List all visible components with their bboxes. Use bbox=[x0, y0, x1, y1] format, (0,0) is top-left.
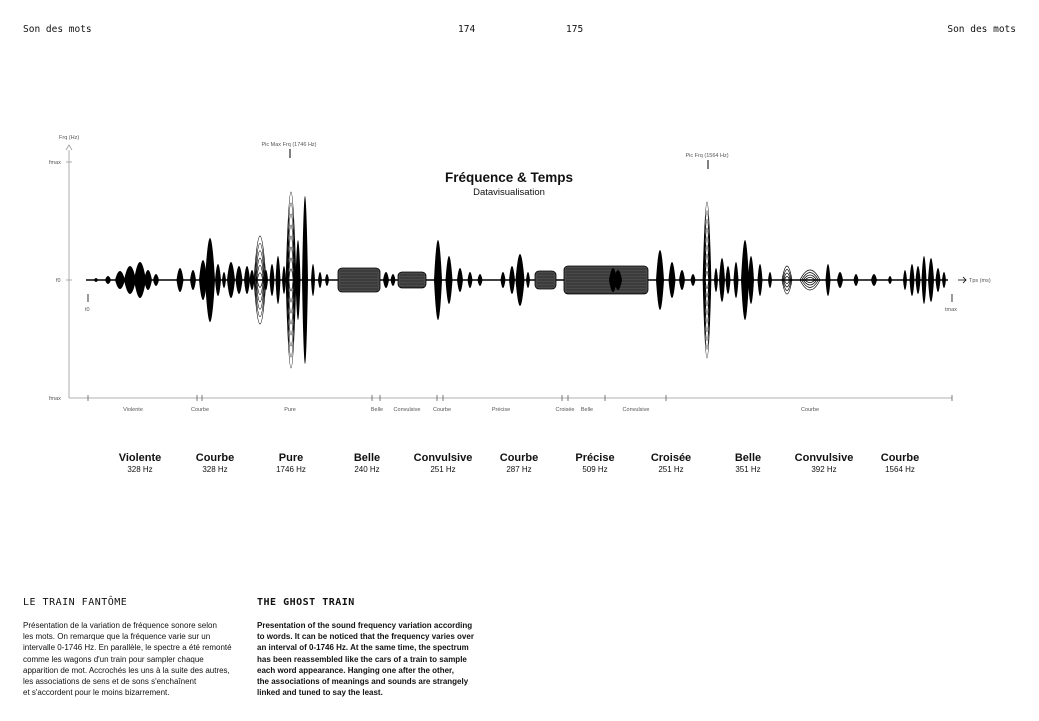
word-frequency: 509 Hz bbox=[582, 465, 608, 474]
timeline-label: Belle bbox=[370, 407, 384, 413]
waveform-peak bbox=[734, 262, 739, 298]
waveform-peak bbox=[726, 266, 731, 294]
word-name: Belle bbox=[734, 452, 762, 464]
waveform-peak bbox=[276, 256, 281, 304]
waveform-peak bbox=[837, 272, 843, 288]
french-line: et s'accordent pour le moins bizarrement. bbox=[23, 688, 170, 698]
timeline-label: Croisée bbox=[555, 407, 575, 413]
word-label bbox=[354, 452, 380, 474]
french-title: LE TRAIN FANTÔME bbox=[23, 597, 128, 608]
y-tick-label-bottom: fmax bbox=[49, 396, 61, 402]
french-line: intervalle 0-1746 Hz. En parallèle, le spectre a été remonté bbox=[23, 643, 232, 653]
y-tick-label-middle: f0 bbox=[56, 278, 61, 284]
waveform-peak bbox=[669, 262, 676, 298]
word-frequency: 240 Hz bbox=[354, 465, 380, 474]
word-name: Croisée bbox=[650, 452, 692, 464]
english-line: has been reassembled like the cars of a train to sample bbox=[257, 654, 467, 664]
french-line: comme les wagons d'un train pour sampler chaque bbox=[23, 654, 204, 664]
word-frequency: 328 Hz bbox=[127, 465, 153, 474]
waveform-peak bbox=[501, 272, 506, 288]
chart-title: Fréquence & Temps bbox=[444, 170, 574, 185]
waveform-peak bbox=[468, 272, 473, 288]
waveform-peak bbox=[768, 272, 772, 288]
waveform-peak bbox=[922, 256, 927, 304]
waveform-peak bbox=[205, 238, 215, 322]
english-line: each word appearance. Hanging one after the other, bbox=[257, 665, 454, 675]
word-name: Convulsive bbox=[413, 452, 473, 464]
y-tick-label-top: fmax bbox=[49, 160, 61, 166]
word-frequency: 287 Hz bbox=[506, 465, 532, 474]
waveform-peak bbox=[177, 268, 184, 292]
waveform-peak bbox=[916, 266, 921, 294]
waveform-peak bbox=[691, 274, 696, 286]
waveform-peak bbox=[190, 270, 196, 290]
word-label bbox=[500, 452, 539, 474]
english-title: THE GHOST TRAIN bbox=[257, 597, 355, 608]
waveform-peak bbox=[936, 268, 941, 292]
waveform-peak bbox=[215, 264, 221, 296]
word-frequency-list bbox=[0, 452, 1039, 492]
english-line: an interval of 0-1746 Hz. At the same time, the spectrum bbox=[257, 643, 469, 653]
waveform-peak bbox=[903, 270, 907, 290]
page-number-right: 175 bbox=[566, 24, 584, 35]
english-line: to words. It can be noticed that the frequency varies over bbox=[257, 632, 474, 642]
waveform-peak bbox=[446, 256, 453, 304]
english-line: Presentation of the sound frequency variation according bbox=[257, 621, 473, 630]
waveform-peak bbox=[115, 271, 125, 289]
waveform-peak bbox=[457, 268, 463, 292]
word-label bbox=[414, 452, 473, 474]
french-line: apparition de mot. Accrochés les uns à la suite des autres, bbox=[23, 665, 230, 675]
timeline-label: Belle bbox=[580, 407, 594, 413]
word-name: Courbe bbox=[195, 452, 235, 464]
header-left: Son des mots bbox=[23, 24, 92, 35]
timeline-label: Pure bbox=[284, 407, 296, 413]
english-line: the associations of meanings and sounds are strangely bbox=[257, 677, 469, 687]
word-label bbox=[119, 452, 162, 474]
waveform-peak bbox=[758, 264, 763, 296]
waveform-peak bbox=[928, 258, 934, 302]
word-name: Précise bbox=[575, 452, 615, 464]
annotation-peak-max: Pic Max Frq (1746 Hz) bbox=[261, 142, 317, 148]
waveform-peak bbox=[296, 240, 301, 320]
x-tick-label-end: tmax bbox=[945, 307, 957, 313]
waveform-peak bbox=[871, 274, 877, 286]
annotation-peak-courbe: Pic Frq (1564 Hz) bbox=[685, 153, 729, 159]
x-axis-label: Tps (ms) bbox=[969, 278, 991, 284]
waveform-peak bbox=[282, 266, 286, 294]
waveform-peak bbox=[383, 272, 389, 288]
waveform-peak bbox=[714, 268, 718, 292]
french-line: les associations de sens et de sons s'enchaînent bbox=[23, 677, 197, 687]
french-line: Présentation de la variation de fréquence sonore selon bbox=[23, 621, 217, 630]
waveform-peak bbox=[516, 254, 525, 306]
waveform-peak bbox=[748, 256, 754, 304]
waveform-peak bbox=[509, 266, 515, 294]
waveform-peak bbox=[526, 272, 530, 288]
header-right: Son des mots bbox=[947, 24, 1016, 35]
waveform-peak bbox=[854, 274, 859, 286]
page-number-left: 174 bbox=[458, 24, 476, 35]
word-frequency: 251 Hz bbox=[430, 465, 456, 474]
word-frequency: 351 Hz bbox=[735, 465, 761, 474]
word-label bbox=[651, 452, 691, 474]
word-label bbox=[881, 452, 920, 474]
word-name: Belle bbox=[353, 452, 381, 464]
english-body bbox=[257, 620, 492, 698]
word-frequency: 1564 Hz bbox=[885, 465, 915, 474]
word-name: Courbe bbox=[880, 452, 920, 464]
y-axis-label: Frq (Hz) bbox=[59, 135, 80, 141]
word-frequency: 251 Hz bbox=[658, 465, 684, 474]
waveform-peak bbox=[311, 264, 315, 296]
word-label bbox=[735, 452, 761, 474]
word-label bbox=[795, 452, 854, 474]
y-axis-arrow-icon bbox=[66, 145, 72, 150]
waveform-peak bbox=[302, 196, 308, 364]
waveform-peak bbox=[679, 270, 685, 290]
waveform-block bbox=[398, 272, 426, 288]
waveform-peak bbox=[741, 240, 749, 320]
waveform-peak bbox=[656, 250, 664, 310]
waveform-peak bbox=[270, 264, 275, 296]
timeline-label: Courbe bbox=[190, 407, 210, 413]
waveform-peak bbox=[478, 274, 483, 286]
french-line: les mots. On remarque que la fréquence varie sur un bbox=[23, 632, 211, 642]
waveform-peak bbox=[227, 262, 235, 298]
waveform-peak bbox=[888, 276, 892, 284]
waveform-peak bbox=[391, 274, 396, 286]
waveform-peak bbox=[434, 240, 442, 320]
x-tick-label-start: t0 bbox=[85, 307, 90, 313]
timeline-label: Convulsive bbox=[393, 407, 421, 413]
waveform-peak bbox=[222, 272, 226, 288]
chart-subtitle: Datavisualisation bbox=[473, 187, 545, 198]
timeline-label: Précise bbox=[491, 407, 511, 413]
timeline-label: Convulsive bbox=[622, 407, 650, 413]
waveform-peak bbox=[826, 264, 831, 296]
waveform-peak bbox=[942, 272, 946, 288]
word-name: Violente bbox=[118, 452, 162, 464]
word-frequency: 328 Hz bbox=[202, 465, 228, 474]
word-name: Pure bbox=[278, 452, 304, 464]
waveform-peak bbox=[318, 272, 322, 288]
word-label bbox=[575, 452, 614, 474]
waveform-peak bbox=[153, 274, 159, 286]
french-body bbox=[23, 620, 248, 698]
english-line: linked and tuned to say the least. bbox=[257, 688, 383, 698]
timeline-label: Violente bbox=[123, 407, 143, 413]
waveform-peak bbox=[910, 264, 915, 296]
word-frequency: 1746 Hz bbox=[276, 465, 306, 474]
english-text-block bbox=[257, 597, 492, 698]
waveform-peak bbox=[244, 266, 250, 294]
waveform-peak bbox=[105, 276, 111, 284]
timeline-label: Courbe bbox=[800, 407, 820, 413]
waveform-peak bbox=[236, 266, 243, 294]
french-text-block bbox=[23, 597, 248, 698]
timeline-label: Courbe bbox=[432, 407, 452, 413]
word-label bbox=[196, 452, 235, 474]
waveform-peak bbox=[94, 278, 98, 282]
word-name: Convulsive bbox=[794, 452, 854, 464]
waveform-peak bbox=[325, 274, 329, 286]
word-name: Courbe bbox=[499, 452, 539, 464]
word-frequency: 392 Hz bbox=[811, 465, 837, 474]
waveform-peak bbox=[719, 258, 725, 302]
waveform-peak bbox=[144, 270, 152, 290]
word-label bbox=[276, 452, 306, 474]
